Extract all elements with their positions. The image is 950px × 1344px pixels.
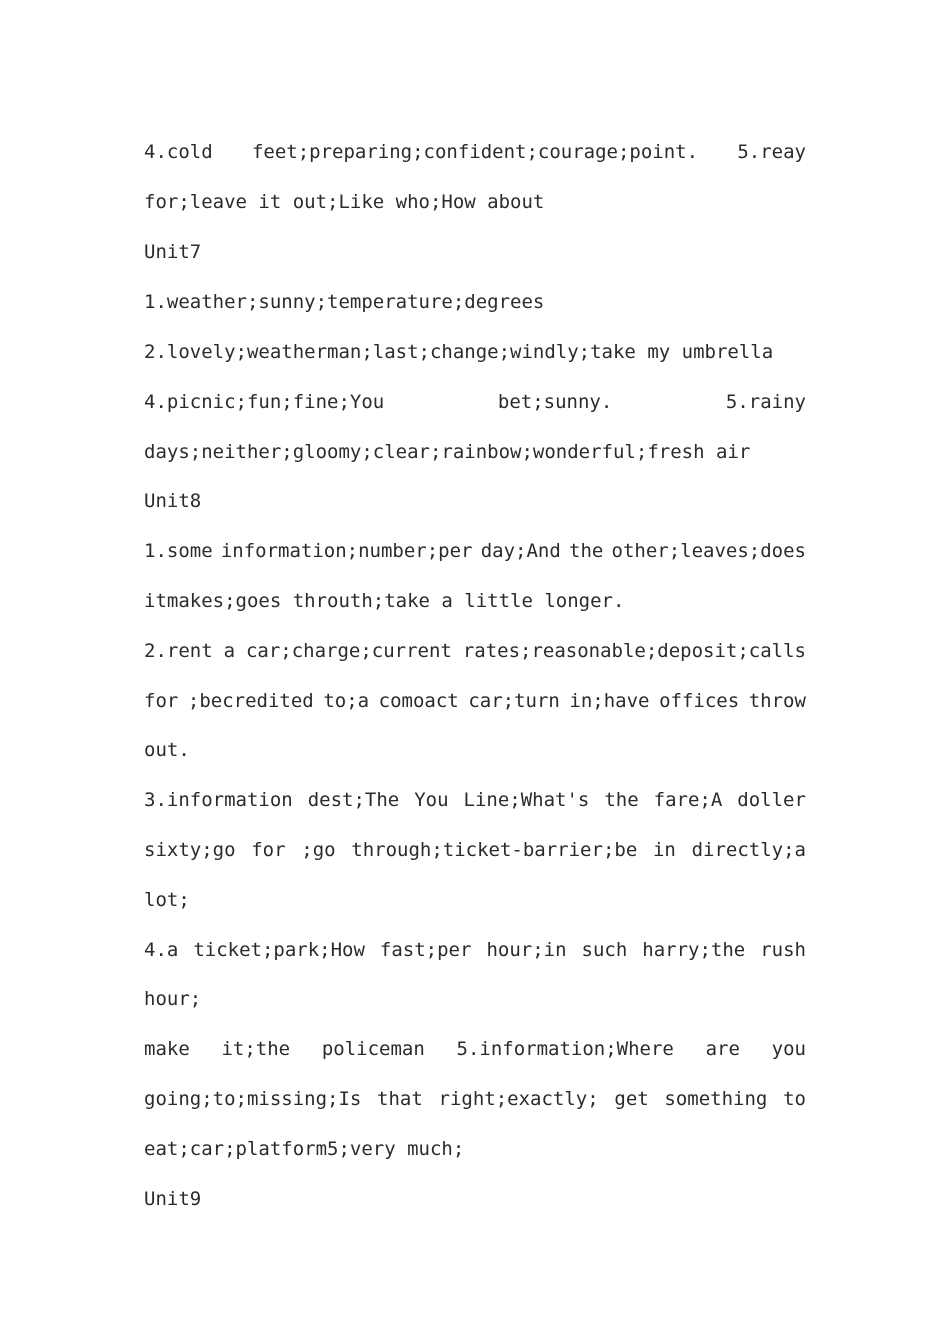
text-line — [144, 389, 806, 415]
text-segment: fare;A — [653, 789, 723, 811]
text-line: for;leave it out;Like who;How about — [144, 191, 545, 213]
text-line: 2.lovely;weatherman;last;change;windly;take my umbrella — [144, 341, 774, 363]
text-segment: bet;sunny. — [497, 391, 613, 413]
text-segment: harry;the — [642, 939, 746, 961]
text-segment: Line;What's — [463, 789, 590, 811]
text-segment: 4.picnic;fun;fine;You — [144, 391, 385, 413]
text-line — [144, 1086, 806, 1112]
text-segment: make — [144, 1038, 190, 1060]
text-segment: in — [652, 839, 676, 861]
text-line: out. — [144, 739, 190, 761]
text-line — [144, 538, 806, 564]
text-segment: ;go — [301, 839, 336, 861]
text-segment: you — [771, 1038, 806, 1060]
text-segment: it;the — [221, 1038, 291, 1060]
text-segment: going;to;missing;Is — [144, 1088, 362, 1110]
text-segment: 4.a — [144, 939, 179, 961]
text-segment: ;becredited — [187, 690, 314, 712]
text-line: hour; — [144, 988, 202, 1010]
text-line — [144, 638, 806, 664]
text-segment: dest;The — [307, 789, 400, 811]
text-segment: in;have — [569, 690, 650, 712]
text-line — [144, 688, 806, 714]
text-line: eat;car;platform5;very much; — [144, 1138, 465, 1160]
text-segment: You — [414, 789, 449, 811]
text-line — [144, 937, 806, 963]
text-line — [144, 139, 806, 165]
text-segment: day;And — [480, 540, 561, 562]
text-line: itmakes;goes throuth;take a little longer. — [144, 590, 625, 612]
text-segment: hour;in — [486, 939, 567, 961]
text-line — [144, 837, 806, 863]
text-segment: fast;per — [379, 939, 472, 961]
text-line: 1.weather;sunny;temperature;degrees — [144, 291, 545, 313]
unit-heading: Unit7 — [144, 241, 202, 263]
text-segment: policeman — [321, 1038, 425, 1060]
unit-heading: Unit9 — [144, 1188, 202, 1210]
text-segment: the — [604, 789, 639, 811]
text-line — [144, 1036, 806, 1062]
text-segment: to;a — [323, 690, 370, 712]
text-segment: offices — [659, 690, 740, 712]
text-segment: get — [614, 1088, 649, 1110]
text-segment: 5.rainy — [725, 391, 806, 413]
text-segment: 5.information;Where — [456, 1038, 674, 1060]
text-segment: 2.rent — [144, 640, 213, 662]
text-segment: sixty;go — [144, 839, 236, 861]
text-segment: that — [377, 1088, 423, 1110]
text-segment: 3.information — [144, 789, 293, 811]
text-segment: rush — [760, 939, 806, 961]
text-segment: something — [664, 1088, 768, 1110]
text-line: lot; — [144, 889, 190, 911]
text-segment: throw — [748, 690, 806, 712]
text-segment: through;ticket-barrier;be — [351, 839, 638, 861]
text-segment: comoact — [378, 690, 459, 712]
text-segment: information;number;per — [220, 540, 473, 562]
text-segment: 1.some — [144, 540, 213, 562]
text-segment: doller — [737, 789, 806, 811]
text-segment: rates;reasonable;deposit;calls — [462, 640, 806, 662]
text-line: days;neither;gloomy;clear;rainbow;wonderful;fresh air — [144, 441, 751, 463]
text-segment: car;turn — [468, 690, 560, 712]
text-segment: are — [705, 1038, 740, 1060]
text-segment: feet;preparing;confident;courage;point. — [251, 141, 699, 163]
text-segment: 4.cold — [144, 141, 213, 163]
text-segment: for — [144, 690, 179, 712]
unit-heading: Unit8 — [144, 490, 202, 512]
text-segment: such — [581, 939, 628, 961]
text-segment: the — [569, 540, 604, 562]
text-segment: to — [783, 1088, 806, 1110]
text-segment: directly;a — [691, 839, 806, 861]
text-segment: ticket;park;How — [193, 939, 365, 961]
text-segment: 5.reay — [737, 141, 806, 163]
text-segment: for — [251, 839, 286, 861]
text-segment: car;charge;current — [245, 640, 452, 662]
text-segment: a — [223, 640, 236, 662]
text-segment: right;exactly; — [438, 1088, 599, 1110]
text-segment: other;leaves;does — [611, 540, 806, 562]
text-line — [144, 787, 806, 813]
